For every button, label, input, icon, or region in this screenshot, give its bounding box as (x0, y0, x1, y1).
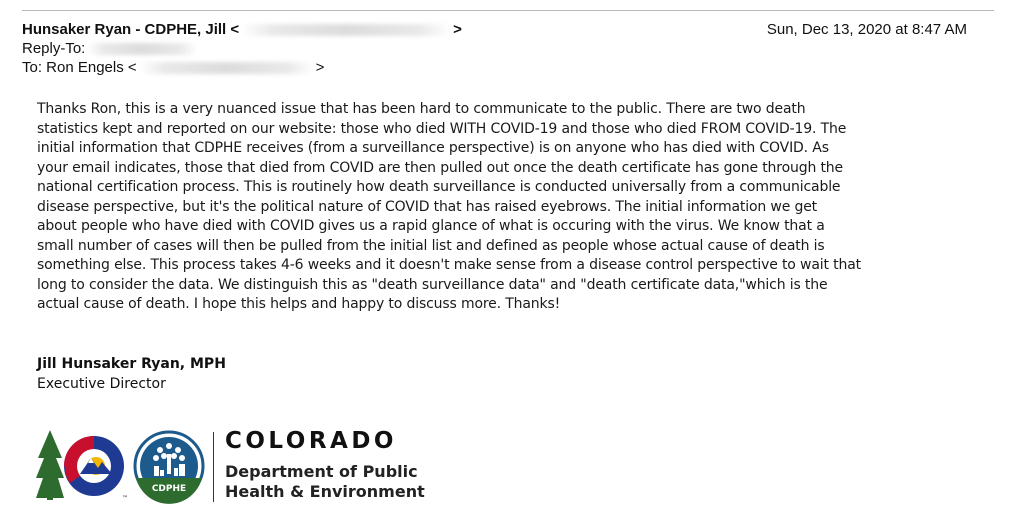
header-divider (22, 10, 994, 11)
department-line: Health & Environment (225, 482, 425, 501)
body-line: Thanks Ron, this is a very nuanced issue that has been hard to communicate to the public. There are two death (37, 101, 806, 117)
trademark-symbol: ™ (122, 495, 128, 502)
badge-label: CDPHE (151, 484, 187, 494)
body-line: national certification process. This is routinely how death surveillance is conducted universally from a communicable (37, 179, 841, 195)
department-name (225, 462, 425, 502)
body-line: long to consider the data. We distinguish this as "death surveillance data" and "death certificate data,"which is the (37, 276, 828, 293)
body-line: something else. This process takes 4-6 weeks and it doesn't make sense from a disease control perspective to wait that (37, 257, 861, 273)
body-line: initial information that CDPHE receives (from a surveillance perspective) is on anyone who has died with COVID. As (37, 140, 829, 156)
redacted-email (139, 62, 314, 74)
reply-to-line (22, 40, 199, 58)
cdphe-logo (36, 428, 208, 504)
to-close: > (315, 59, 325, 76)
body-line: small number of cases will then be pulled from the initial list and defined as people whose actual cause of death is (37, 237, 825, 254)
from-name: Hunsaker Ryan - CDPHE, Jill < (22, 21, 240, 38)
email-body (37, 100, 967, 315)
redacted-email (87, 43, 197, 55)
to-line (22, 59, 324, 77)
colorado-c-icon (64, 436, 128, 502)
redacted-email (241, 24, 451, 36)
from-close: > (453, 21, 462, 38)
pine-tree-icon (36, 430, 64, 500)
body-line: about people who have died with COVID gives us a rapid glance of what is occuring with the virus. We know that a (37, 218, 825, 234)
cdphe-badge-icon (135, 432, 203, 504)
email-date: Sun, Dec 13, 2020 at 8:47 AM (766, 21, 967, 38)
body-line: disease perspective, but it's the political nature of COVID that has raised eyebrows. The initial information we get (37, 198, 818, 215)
from-line (22, 21, 462, 39)
body-line: your email indicates, those that died from COVID are then pulled out once the death certificate has gone through the (37, 159, 843, 176)
signature-title: Executive Director (37, 376, 166, 392)
state-wordmark: COLORADO (225, 428, 397, 454)
logo-divider (213, 432, 214, 502)
signature-name: Jill Hunsaker Ryan, MPH (37, 356, 226, 372)
to-label: To: Ron Engels < (22, 59, 137, 76)
department-line: Department of Public (225, 462, 418, 481)
body-line: statistics kept and reported on our website: those who died WITH COVID-19 and those who died FROM COVID-19. The (37, 120, 847, 137)
reply-to-label: Reply-To: (22, 40, 86, 57)
body-line: actual cause of death. I hope this helps and happy to discuss more. Thanks! (37, 296, 561, 312)
